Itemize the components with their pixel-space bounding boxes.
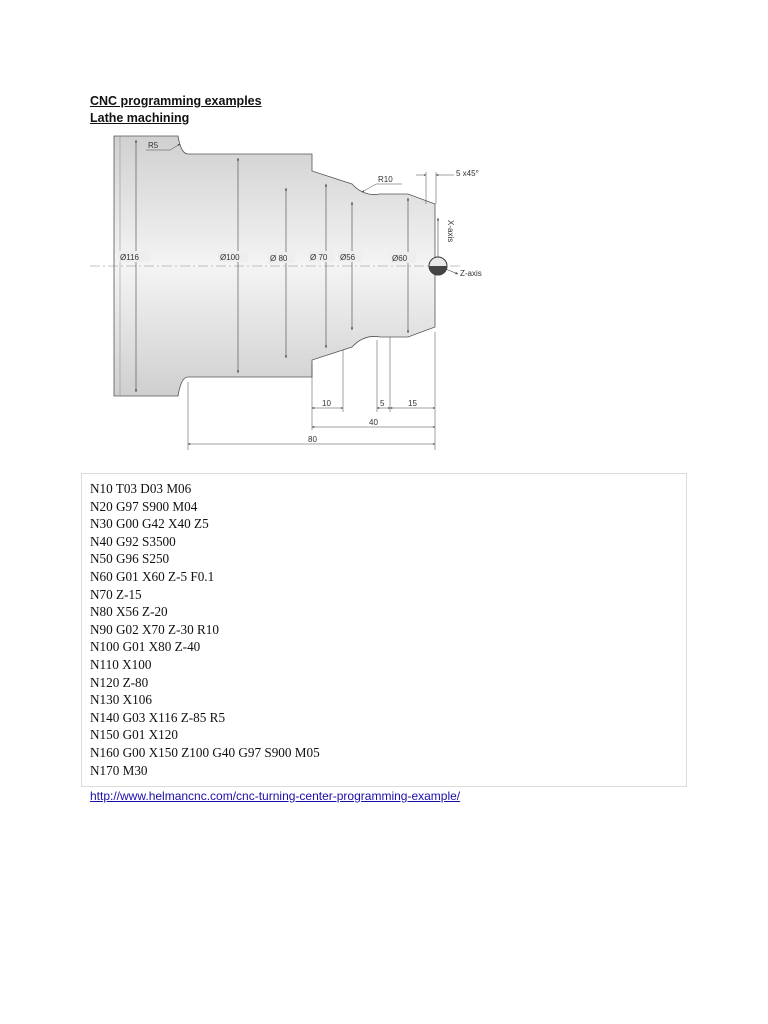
program-line: N50 G96 S250: [90, 551, 170, 567]
program-line: N160 G00 X150 Z100 G40 G97 S900 M05: [90, 745, 320, 760]
label-d70: Ø 70: [310, 253, 328, 262]
program-line: N120 Z-80: [90, 674, 149, 690]
program-line: N150 G01 X120: [90, 727, 178, 743]
label-d80: Ø 80: [270, 254, 288, 263]
document-title: CNC programming examples: [90, 94, 262, 108]
label-z-axis: Z-axis: [460, 269, 482, 278]
program-line: N100 G01 X80 Z-40: [90, 639, 201, 655]
program-line: N10 T03 D03 M06: [90, 481, 192, 496]
label-chamfer: 5 x45°: [456, 169, 479, 178]
label-d56: Ø56: [340, 253, 356, 262]
label-len-80: 80: [308, 435, 317, 444]
program-line: N20 G97 S900 M04: [90, 498, 198, 514]
program-line: N140 G03 X116 Z-85 R5: [90, 709, 226, 725]
program-line: N80 X56 Z-20: [90, 604, 168, 620]
label-r5: R5: [148, 141, 159, 150]
label-x-axis: X-axis: [446, 220, 455, 243]
program-line: N60 G01 X60 Z-5 F0.1: [90, 569, 215, 584]
label-d60: Ø60: [392, 254, 408, 263]
lathe-part-drawing: [90, 132, 510, 452]
label-d116: Ø116: [120, 253, 139, 262]
program-line: N40 G92 S3500: [90, 533, 176, 549]
document-subtitle: Lathe machining: [90, 111, 190, 125]
label-r10: R10: [378, 175, 393, 184]
program-line: N30 G00 G42 X40 Z5: [90, 516, 209, 532]
program-line: N170 M30: [90, 762, 148, 778]
program-line: N110 X100: [90, 657, 152, 672]
program-line: N90 G02 X70 Z-30 R10: [90, 621, 219, 637]
program-line: N70 Z-15: [90, 586, 142, 602]
label-d100: Ø100: [220, 253, 240, 262]
label-len-40: 40: [369, 418, 378, 427]
source-link[interactable]: http://www.helmancnc.com/cnc-turning-center-programming-example/: [90, 789, 461, 803]
label-len-15: 15: [408, 399, 417, 408]
program-line: N130 X106: [90, 692, 152, 708]
label-len-10: 10: [322, 399, 331, 408]
label-len-5: 5: [380, 399, 385, 408]
